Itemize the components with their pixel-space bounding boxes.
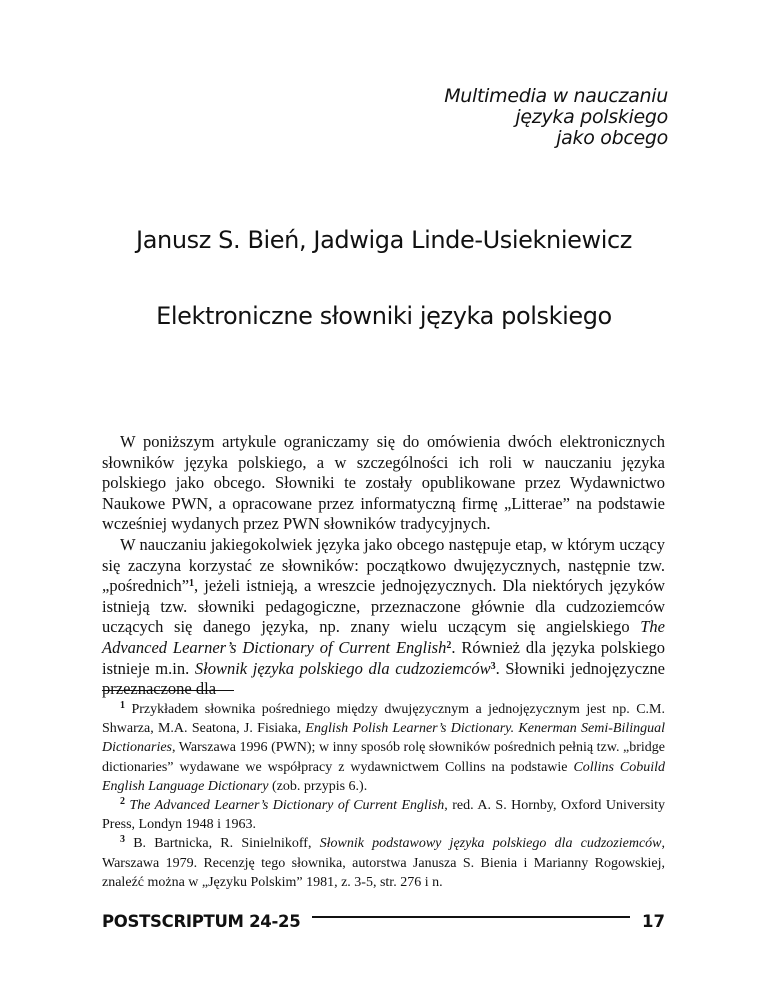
footer-rule <box>312 916 630 918</box>
footnote-text: , red. A. S. Hornby, Oxford University Press, Londyn 1948 i 1963. <box>102 798 665 833</box>
footnote-text: B. Bartnicka, R. Sinielnikoff, <box>133 836 320 852</box>
footnote-text: Przykładem słownika pośredniego między dwujęzycznym a jednojęzycznym jest np. C.M. Shwarza, M.A. Seatona, J. Fisiaka, <box>102 702 665 737</box>
section-heading-line: Multimedia w nauczaniu <box>444 85 668 107</box>
footnote-reference: 1 <box>189 578 195 590</box>
article-authors: Janusz S. Bień, Jadwiga Linde-Usiekniewicz <box>136 226 632 254</box>
footnote-text: , Warszawa 1979. Recenzję tego słownika, autorstwa Janusza S. Bienia i Marianny Rogowskiej, znaleźć można w „Języku Polskim” 1981, z. 3-5, str. 276 i n. <box>102 836 665 890</box>
cited-title: The Advanced Learner’s Dictionary of Current English <box>129 798 445 814</box>
cited-title: Słownik podstawowy języka polskiego dla cudzoziemców <box>319 836 662 852</box>
cited-title: Collins Cobuild English Language Dictionary <box>102 759 665 794</box>
section-heading <box>444 86 668 149</box>
page-footer <box>102 908 665 934</box>
footnote-number: 2 <box>120 796 125 808</box>
paragraph-text: , jeżeli istnieją, a wreszcie jednojęzycznych. Dla niektórych języków istnieją tzw. słowniki pedagogiczne, przeznaczone głównie dla cudzoziemców uczących się danego języka, np. znany wielu uczącym się angielskiego <box>102 576 665 637</box>
paragraph: W poniższym artykule ograniczamy się do omówienia dwóch elektronicznych słowników języka polskiego, a w szczególności ich roli w nauczaniu języka polskiego jako obcego. Słowniki te zostały opublikowane przez Wydawnictwo Naukowe PWN, a opracowane przez informatyczną firmę „Litterae” na podstawie wcześniej wydanych przez PWN słowników tradycyjnych. <box>102 432 665 534</box>
footnote-reference: 2 <box>446 639 452 651</box>
footnote-number: 3 <box>120 834 125 846</box>
article-body <box>102 432 665 700</box>
section-heading-line: jako obcego <box>556 127 668 149</box>
footnote <box>102 700 665 796</box>
cited-title: The Advanced Learner’s Dictionary of Current English <box>102 617 665 657</box>
footnote <box>102 796 665 834</box>
article-title: Elektroniczne słowniki języka polskiego <box>156 302 612 330</box>
paragraph <box>102 535 665 700</box>
footnote-text: , Warszawa 1996 (PWN); w inny sposób rolę słowników pośrednich pełnią tzw. „bridge dictionaries” wydawane we współpracy z wydawnictwem Collins na podstawie <box>102 740 665 775</box>
footnotes <box>102 700 665 892</box>
footnote-separator <box>102 690 234 691</box>
footnote <box>102 834 665 892</box>
journal-name: POSTSCRIPTUM 24-25 <box>102 911 301 931</box>
cited-title: Słownik języka polskiego dla cudzoziemców <box>194 658 491 678</box>
footnote-text: (zob. przypis 6.). <box>268 778 368 794</box>
paragraph-text: W nauczaniu jakiegokolwiek języka jako obcego następuje etap, w którym uczący się zaczyna korzystać ze słowników: początkowo dwujęzycznych, następnie tzw. „pośrednich” <box>102 534 665 596</box>
paragraph-text: . Słowniki jednojęzyczne przeznaczone dla <box>102 658 665 699</box>
page-number: 17 <box>642 911 665 931</box>
paragraph-text: . Również dla języka polskiego istnieje m.in. <box>102 637 665 678</box>
footnote-reference: 3 <box>490 660 496 672</box>
section-heading-line: języka polskiego <box>515 106 668 128</box>
cited-title: English Polish Learner’s Dictionary. Kenerman Semi-Bilingual Dictionaries <box>102 721 666 756</box>
footnote-number: 1 <box>120 700 125 711</box>
